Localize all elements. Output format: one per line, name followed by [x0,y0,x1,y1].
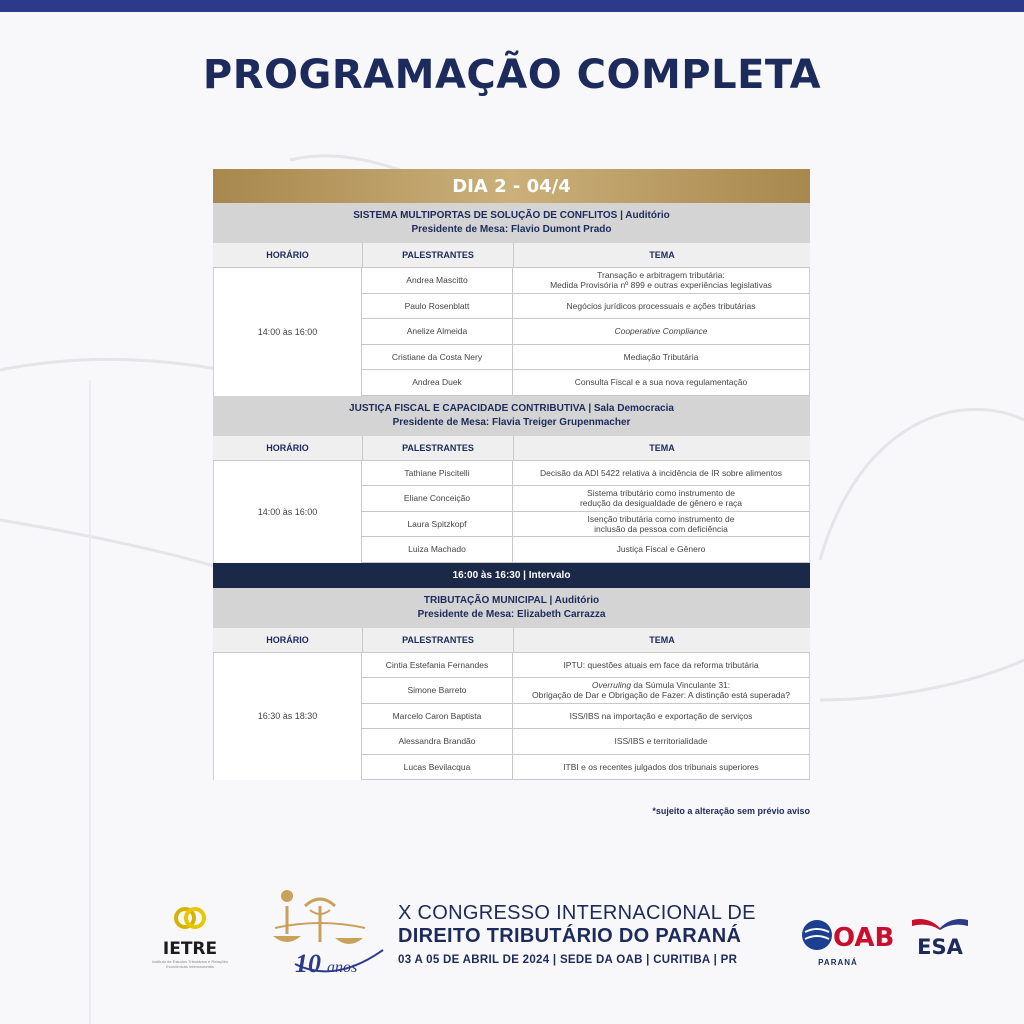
column-headers [213,436,810,461]
speaker: Cristiane da Costa Nery [362,345,513,370]
ietre-logo [150,904,230,969]
ietre-rings-icon [170,904,210,932]
col-horario: HORÁRIO [213,436,363,460]
session-title: JUSTIÇA FISCAL E CAPACIDADE CONTRIBUTIVA | Sala Democracia [349,402,674,414]
session-block [213,461,810,563]
open-book-icon [910,914,970,930]
anos-label: anos [327,959,358,976]
table-row [362,319,809,345]
table-row [362,653,809,679]
congress-line1: X CONGRESSO INTERNACIONAL DE [398,902,756,924]
session-block [213,268,810,396]
ten-years-emblem-icon [265,884,390,984]
interval-bar: 16:00 às 16:30 | Intervalo [213,563,810,588]
session-president: Presidente de Mesa: Flavia Treiger Grupenmacher [392,416,631,428]
table-row [362,486,809,512]
speaker: Laura Spitzkopf [362,512,513,537]
speaker: Cintia Estefania Fernandes [362,653,513,678]
session-block [213,653,810,781]
theme: Consulta Fiscal e a sua nova regulamentação [574,377,748,388]
theme: IPTU: questões atuais em face da reforma tributária [563,659,759,670]
speaker: Simone Barreto [362,678,513,703]
anos-number: 10 [295,949,321,978]
column-headers [213,243,810,268]
theme: Mediação Tributária [623,351,699,362]
oab-logo [798,918,895,967]
esa-name: ESA [917,935,963,959]
table-row [362,755,809,781]
session-time: 16:30 às 18:30 [214,653,362,781]
congress-line3: 03 A 05 DE ABRIL DE 2024 | SEDE DA OAB | CURITIBA | PR [398,954,738,966]
speaker: Eliane Conceição [362,486,513,511]
table-row [362,370,809,396]
top-bar [0,0,1024,12]
theme: Isenção tributária como instrumento de inclusão da pessoa com deficiência [587,513,735,534]
speaker: Anelize Almeida [362,319,513,344]
theme: Decisão da ADI 5422 relativa à incidência de IR sobre alimentos [540,467,782,478]
speaker: Luiza Machado [362,537,513,562]
session-header [213,396,810,436]
col-palestrantes: PALESTRANTES [363,243,514,267]
table-row [362,704,809,730]
speaker: Lucas Bevilacqua [362,755,513,780]
theme-italic: Overruling [591,680,632,691]
col-horario: HORÁRIO [213,243,363,267]
oab-parana: PARANÁ [818,958,858,967]
col-tema: TEMA [649,250,675,260]
day-header: DIA 2 - 04/4 [213,169,810,203]
page-title: PROGRAMAÇÃO COMPLETA [202,52,822,98]
speaker: Tathiane Piscitelli [362,461,513,486]
session-header [213,588,810,628]
theme: Negócios jurídicos processuais e ações tributárias [566,300,756,311]
session-title: SISTEMA MULTIPORTAS DE SOLUÇÃO DE CONFLITOS | Auditório [353,210,670,221]
table-row [362,345,809,371]
col-horario: HORÁRIO [213,628,363,652]
theme: ISS/IBS na importação e exportação de serviços [569,710,753,721]
session-president: Presidente de Mesa: Elizabeth Carrazza [417,608,606,620]
theme-rest: da Súmula Vinculante 31: Obrigação de Dar e Obrigação de Fazer: A distinção está superada? [532,680,790,701]
col-palestrantes: PALESTRANTES [363,436,514,460]
footer [0,880,1024,990]
table-row [362,678,809,704]
session-time: 14:00 às 16:00 [214,461,362,563]
ten-years-logo [265,884,390,984]
theme [513,678,809,703]
theme [513,319,809,344]
ietre-subtitle: Instituto de Estudos Tributários e Relações Econômicas Internacionais [151,959,229,969]
table-row [362,461,809,487]
theme-italic: Cooperative Compliance [614,326,708,337]
session-title: TRIBUTAÇÃO MUNICIPAL | Auditório [423,594,600,606]
table-row [362,512,809,538]
theme: ITBI e os recentes julgados dos tribunais superiores [563,761,759,772]
session-president: Presidente de Mesa: Flavio Dumont Prado [411,224,612,235]
table-row [362,294,809,320]
session-header [213,203,810,243]
ietre-name: IETRE [162,939,218,959]
oab-wordmark: OAB [833,923,895,953]
congress-info [398,902,758,966]
speaker: Marcelo Caron Baptista [362,704,513,729]
congress-line2: DIREITO TRIBUTÁRIO DO PARANÁ [398,925,742,947]
oab-emblem-icon [800,918,895,953]
theme: Sistema tributário como instrumento de redução da desigualdade de gênero e raça [579,488,743,509]
session-time: 14:00 às 16:00 [214,268,362,396]
speaker: Andrea Duek [362,370,513,395]
speaker: Andrea Mascitto [362,268,513,293]
theme: Justiça Fiscal e Gênero [616,544,706,555]
col-palestrantes: PALESTRANTES [363,628,514,652]
col-tema: TEMA [649,634,675,645]
speaker: Alessandra Brandão [362,729,513,754]
col-tema: TEMA [649,442,675,453]
speaker: Paulo Rosenblatt [362,294,513,319]
esa-logo [905,914,975,959]
column-headers [213,628,810,653]
table-row [362,729,809,755]
table-row [362,268,809,294]
table-row [362,537,809,563]
theme: Transação e arbitragem tributária: Medida Provisória nº 899 e outras experiências legislativas [550,270,772,291]
disclaimer-note: *sujeito a alteração sem prévio aviso [652,806,810,816]
program-table [213,169,810,780]
theme: ISS/IBS e territorialidade [614,736,708,747]
